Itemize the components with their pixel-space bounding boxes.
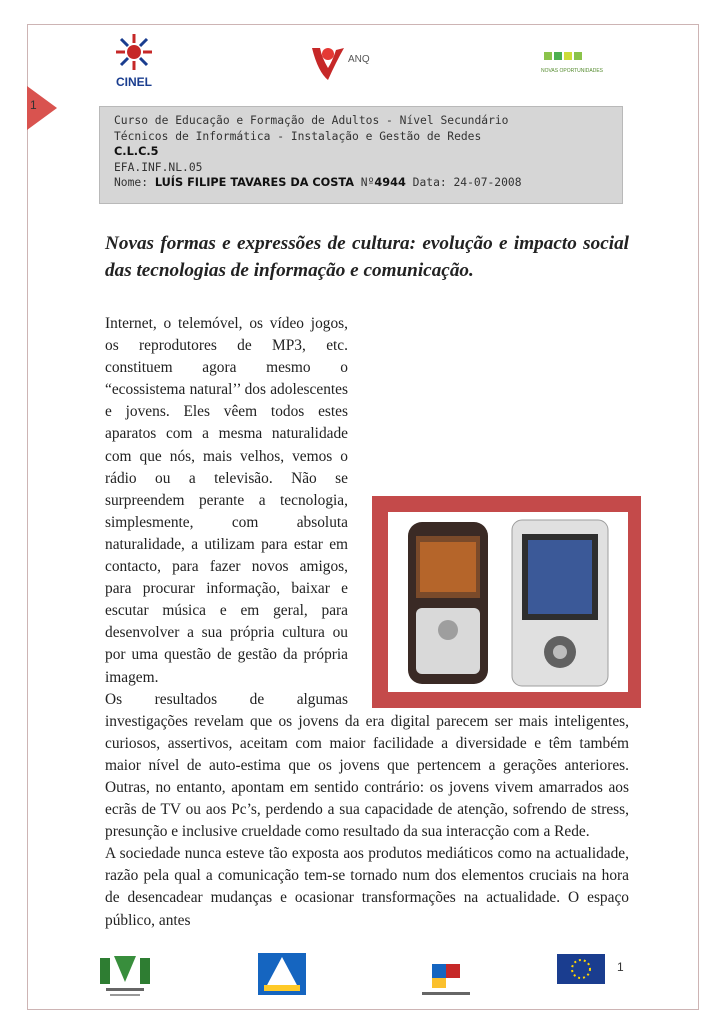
page-tab-number: 1 [30, 98, 37, 112]
student-number: 4944 [374, 176, 406, 189]
name-label: Nome: [114, 176, 149, 189]
course-info-box [99, 106, 623, 204]
anq-logo [306, 42, 376, 84]
document-body [105, 313, 629, 932]
sponsor-logo [418, 960, 474, 1002]
cinel-logo-text: CINEL [116, 75, 152, 89]
phones-illustration [388, 512, 628, 692]
phones-image [372, 496, 641, 708]
image-float-region [358, 491, 629, 705]
eu-flag-logo [557, 954, 637, 988]
page-number: 1 [617, 960, 624, 974]
paragraph-2: Os resultados de algumas investigações revelam que os jovens da era digital parecem ser mais inteligentes, curiosos, assertivos, aceitam com maior facilidade a diversidade e têm também maior nível de auto-estima que os jovens que pertencem a gerações anteriores. Outras, no entanto, apontam em sentido contrário: os jovens vivem amarrados aos ecrãs de TV ou aos Pc’s, perdendo a sua capacidade de atenção, sofrendo de stress, presunção e inclusive crueldade como resultado da sua interacção com a Rede. [105, 690, 629, 841]
cinel-logo [98, 30, 170, 90]
novas-oportunidades-logo [540, 48, 604, 82]
date-label: Data: [412, 176, 447, 189]
number-label: Nº [360, 176, 375, 189]
novas-logo-text: NOVAS OPORTUNIDADES [540, 68, 604, 74]
anq-logo-text: ANQ [348, 54, 370, 65]
document-date: 24-07-2008 [453, 176, 522, 189]
iefp-logo [96, 952, 154, 1002]
course-code: EFA.INF.NL.05 [114, 160, 203, 174]
document-title: Novas formas e expressões de cultura: evolução e impacto social das tecnologias de informação e comunicação. [105, 233, 629, 281]
student-name: LUÍS FILIPE TAVARES DA COSTA [154, 176, 354, 189]
paragraph-1-text: Internet, o telemóvel, os vídeo jogos, os reprodutores de MP3, etc. constituem agora mesmo o “ecossistema natural’’ dos adolescentes e jovens. Eles vêem todos estes aparatos com a mesma naturalidade com que nós, mais velhos, vemos o rádio ou a televisão. Não se surpreendem perante a tecnologia, simplesmente, com absoluta naturalidade, a utilizam para estar em contacto, para fazer novos amigos, para procurar informação, baixar e escutar música e em geral, para desenvolver a sua própria cultura ou por uma questão de gestão da própria imagem. [105, 315, 348, 686]
course-name-line: Curso de Educação e Formação de Adultos - Nível Secundário [114, 114, 509, 127]
paragraph-3: A sociedade nunca esteve tão exposta aos produtos mediáticos como na actualidade, razão pela qual a comunicação tem-se tornado num dos elementos cruciais na hora de desencadear mudanças e ocasionar transformações na actualidade. O espaço público, antes [105, 845, 629, 929]
student-line [114, 175, 622, 191]
module-code: C.L.C.5 [114, 145, 159, 158]
school-logo [254, 949, 310, 999]
course-area-line: Técnicos de Informática - Instalação e Gestão de Redes [114, 129, 482, 143]
